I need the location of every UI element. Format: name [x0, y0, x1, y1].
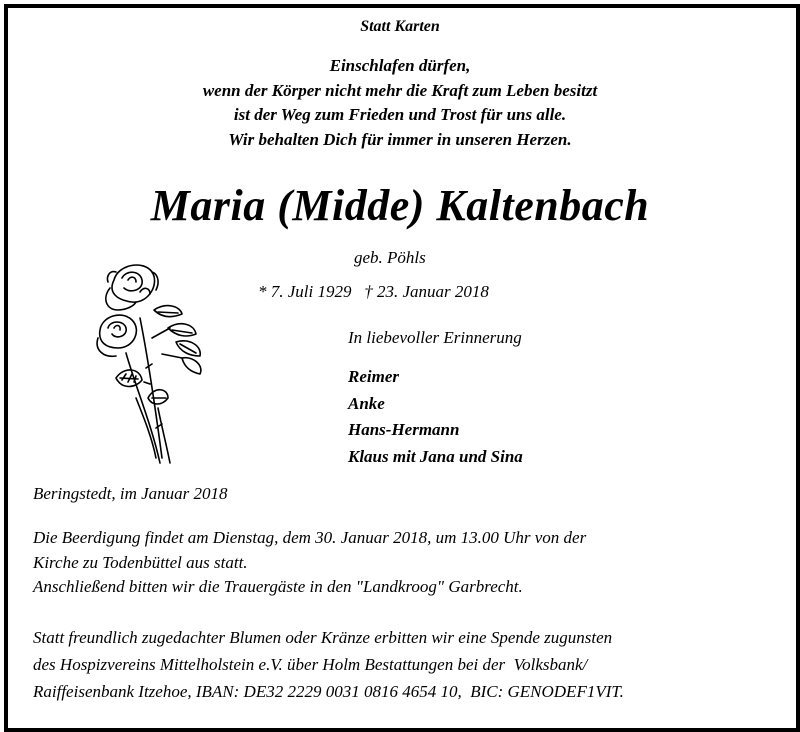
donation-info [33, 624, 624, 705]
funeral-line: Die Beerdigung findet am Dienstag, dem 30. Januar 2018, um 13.00 Uhr von der [33, 528, 587, 547]
poem-line: wenn der Körper nicht mehr die Kraft zum Leben besitzt [202, 80, 598, 100]
donation-line: Statt freundlich zugedachter Blumen oder Kränze erbitten wir eine Spende zugunsten [33, 628, 613, 647]
place-date: Beringstedt, im Januar 2018 [33, 484, 228, 503]
mourner-list [348, 364, 523, 470]
poem-line: Wir behalten Dich für immer in unseren Herzen. [228, 129, 572, 149]
mourner-name: Klaus mit Jana und Sina [348, 446, 523, 466]
memory-intro: In liebevoller Erinnerung [348, 328, 522, 347]
maiden-name: geb. Pöhls [354, 248, 426, 267]
deceased-name: Maria (Midde) Kaltenbach [150, 181, 650, 230]
funeral-line: Kirche zu Todenbüttel aus statt. [33, 552, 248, 572]
poem-line: Einschlafen dürfen, [329, 56, 471, 75]
header-label: Statt Karten [360, 18, 440, 35]
mourner-name: Hans-Hermann [348, 420, 460, 439]
donation-line: Raiffeisenbank Itzehoe, IBAN: DE32 2229 0031 0816 4654 10, BIC: GENODEF1VIT. [33, 682, 624, 701]
poem [0, 54, 800, 152]
mourner-name: Reimer [348, 367, 399, 386]
mourner-name: Anke [348, 393, 385, 413]
rose-icon [96, 258, 216, 468]
funeral-info [33, 526, 586, 600]
donation-line: des Hospizvereins Mittelholstein e.V. über Holm Bestattungen bei der Volksbank/ [33, 655, 588, 674]
life-dates [258, 282, 489, 302]
death-date: † 23. Januar 2018 [364, 282, 489, 301]
birth-date: * 7. Juli 1929 [258, 282, 352, 301]
poem-line: ist der Weg zum Frieden und Trost für uns alle. [233, 105, 567, 124]
funeral-line: Anschließend bitten wir die Trauergäste in den "Landkroog" Garbrecht. [33, 577, 523, 596]
